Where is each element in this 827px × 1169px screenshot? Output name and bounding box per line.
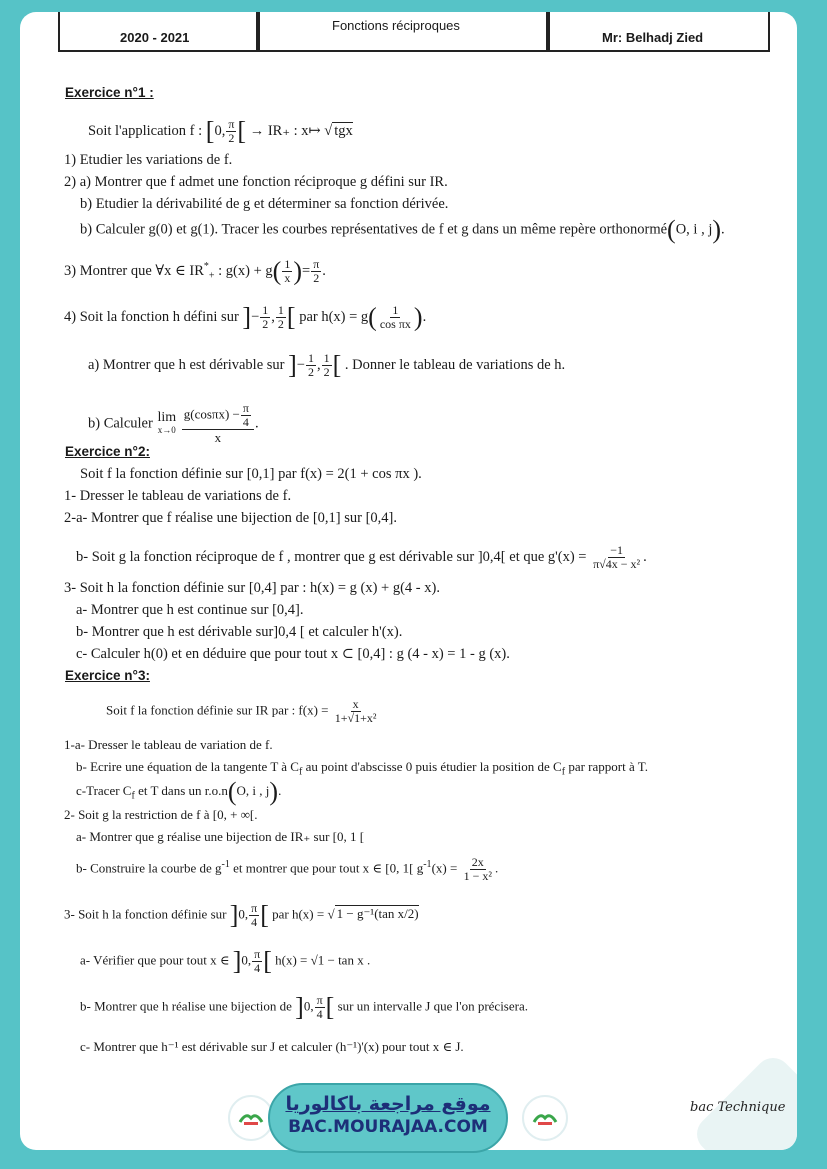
ex3-q2: 2- Soit g la restriction de f à [0, + ∞[. bbox=[64, 807, 258, 822]
ex1-title: Exercice n°1 : bbox=[65, 85, 154, 100]
ex2-title: Exercice n°2: bbox=[65, 444, 150, 459]
ex2-q1: 1- Dresser le tableau de variations de f. bbox=[64, 488, 292, 504]
ex3-q1a: 1-a- Dresser le tableau de variation de f. bbox=[64, 737, 273, 752]
ex1-q2c: b) Calculer g(0) et g(1). Tracer les courbes représentatives de f et g dans un même repère orthonormé(O, i , j). bbox=[80, 215, 725, 244]
ex2-q2b: b- Soit g la fonction réciproque de f , montrer que g est dérivable sur ]0,4[ et que g'(x) = $\frac{-1}{\text{π√4x − x²}}$ . bbox=[76, 543, 647, 571]
ex1-q4b: b) Calculer lim x→0 g(cosπx) − $\frac{\pi}{4}$ x . bbox=[88, 401, 259, 445]
ex3-q3c: c- Montrer que h⁻¹ est dérivable sur J et calculer (h⁻¹)'(x) pour tout x ∈ J. bbox=[80, 1039, 464, 1054]
ex2-q3c: c- Calculer h(0) et en déduire que pour tout x ⊂ [0,4] : g (4 - x) = 1 - g (x). bbox=[76, 646, 510, 662]
ex2-q3a: a- Montrer que h est continue sur [0,4]. bbox=[76, 602, 304, 618]
ex3-q3b: b- Montrer que h réalise une bijection de ]0, $\frac{\pi}{4}$ [ sur un intervalle J que l'on précisera. bbox=[80, 992, 528, 1022]
header-year-box bbox=[58, 12, 258, 52]
ex1-intro: Soit l'application f : [0, $\frac{\pi}{2}$ [ → IR₊ : x↦ √ tgx bbox=[88, 116, 353, 146]
logo-right-icon bbox=[522, 1095, 568, 1141]
header-teacher-box bbox=[548, 12, 770, 52]
ex3-q2a: a- Montrer que g réalise une bijection de IR₊ sur [0, 1 [ bbox=[76, 829, 365, 844]
ex3-q3a: a- Vérifier que pour tout x ∈ ]0, $\frac{\pi}{4}$ [ h(x) = √1 − tan x . bbox=[80, 946, 371, 976]
ex3-q1b: b- Ecrire une équation de la tangente T à $C_f$ au point d'abscisse 0 puis étudier la position de $C_f$ par rapport à T. bbox=[76, 759, 648, 778]
ex1-q4a: a) Montrer que h est dérivable sur ]− $\frac{1}{2}$ , $\frac{1}{2}$ [ . Donner le tableau de variations de h. bbox=[88, 350, 566, 380]
header-teacher: Mr: Belhadj Zied bbox=[602, 30, 704, 45]
document-sheet bbox=[20, 12, 797, 1150]
ex3-q2b: b- Construire la courbe de $g^{-1}$ et montrer que pour tout x ∈ [0, 1[ $g^{-1}(x)$ = $\frac{2x}{\text{1 − x²}}$ . bbox=[76, 855, 499, 883]
ex1-q2b: b) Etudier la dérivabilité de g et déterminer sa fonction dérivée. bbox=[80, 196, 449, 212]
site-url[interactable]: BAC.MOURAJAA.COM bbox=[288, 1117, 488, 1137]
header-title-box bbox=[258, 12, 548, 52]
ex2-q2a: 2-a- Montrer que f réalise une bijection de [0,1] sur [0,4]. bbox=[64, 510, 397, 526]
signature-text: bac Technique bbox=[690, 1100, 786, 1115]
ex2-q3: 3- Soit h la fonction définie sur [0,4] par : h(x) = g (x) + g(4 - x). bbox=[64, 580, 440, 596]
ex2-q3b: b- Montrer que h est dérivable sur]0,4 [ et calculer h'(x). bbox=[76, 624, 403, 640]
ex1-q2a: 2) a) Montrer que f admet une fonction réciproque g défini sur IR. bbox=[64, 174, 448, 190]
header-year: 2020 - 2021 bbox=[120, 30, 190, 45]
ex1-q3: 3) Montrer que ∀x ∈ $IR^*_+$ : g(x) + g( $\frac{1}{x}$ )= $\frac{\pi}{2}$ . bbox=[64, 256, 326, 286]
site-arabic: موقع مراجعة باكالوريا bbox=[285, 1093, 491, 1115]
header-title: Fonctions réciproques bbox=[332, 18, 460, 33]
ex2-intro: Soit f la fonction définie sur [0,1] par f(x) = 2(1 + cos πx ). bbox=[80, 466, 422, 482]
ex3-intro: Soit f la fonction définie sur IR par : f(x) = $\frac{x}{\text{1+√1+x²}}$ bbox=[106, 697, 377, 725]
ex3-title: Exercice n°3: bbox=[65, 668, 150, 683]
ex3-q3: 3- Soit h la fonction définie sur ]0, $\frac{\pi}{4}$ [ par h(x) = √ 1 − g⁻¹(tan x/2) bbox=[64, 900, 419, 930]
site-banner[interactable] bbox=[268, 1083, 508, 1153]
ex3-q1c: c-Tracer $C_f$ et T dans un r.o.n(O, i , j). bbox=[76, 777, 282, 807]
ex1-q4: 4) Soit la fonction h défini sur ]− $\frac{1}{2}$ , $\frac{1}{2}$ [ par h(x) = g( $\frac{1}{\text{cos πx}}$ ). bbox=[64, 302, 427, 332]
ex1-q1: 1) Etudier les variations de f. bbox=[64, 152, 233, 168]
